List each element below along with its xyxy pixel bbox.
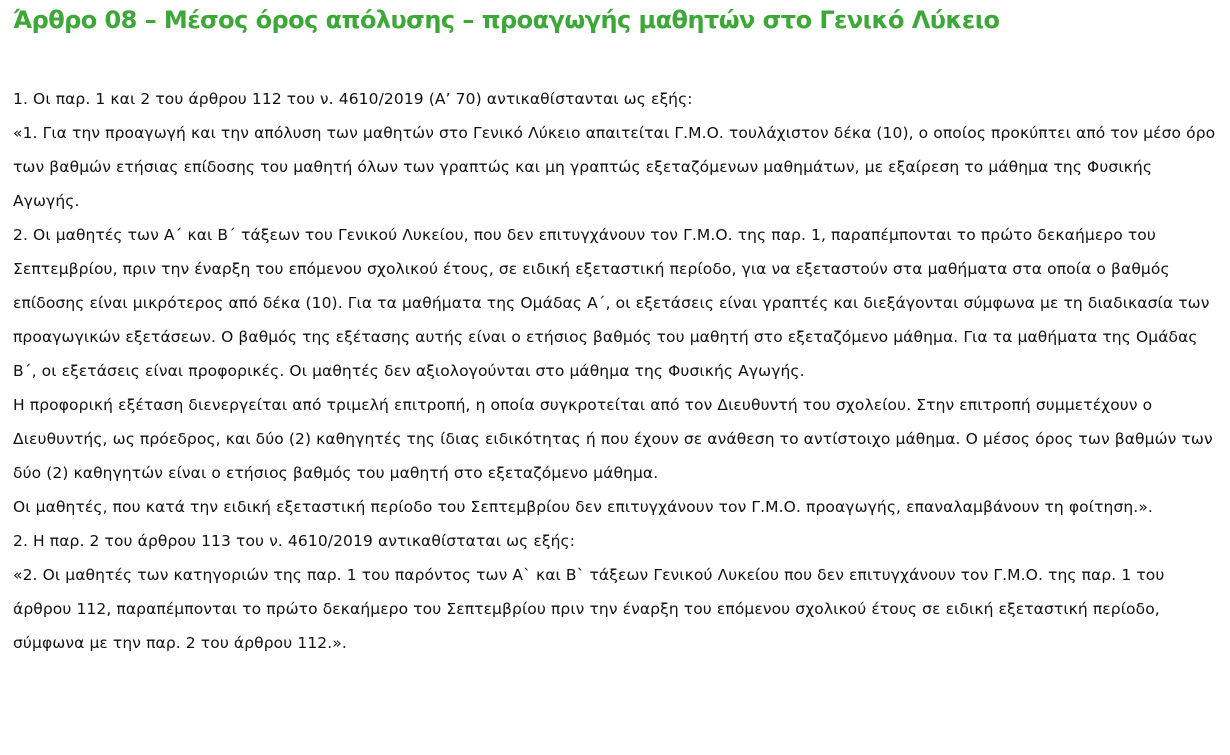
article-paragraph: 2. Η παρ. 2 του άρθρου 113 του ν. 4610/2019 αντικαθίσταται ως εξής:: [13, 532, 576, 550]
article-paragraph: 2. Οι μαθητές των Α΄ και Β΄ τάξεων του Γενικού Λυκείου, που δεν επιτυγχάνουν τον Γ.Μ.Ο. της παρ. 1, παραπέμπονται το πρώτο δεκαήμερο του Σεπτεμβρίου, πριν την έναρξη του επόμενου σχολικού έτους, σε ειδική εξεταστική περίοδο, για να εξεταστούν στα μαθήματα στα οποία ο βαθμός επίδοσης είναι μικρότερος από δέκα (10). Για τα μαθήματα της Ομάδας Α΄, οι εξετάσεις είναι γραπτές και διεξάγονται σύμφωνα με τη διαδικασία των προαγωγικών εξετάσεων. Ο βαθμός της εξέτασης αυτής είναι ο ετήσιος βαθμός του μαθητή στο εξεταζόμενο μάθημα. Για τα μαθήματα της Ομάδας Β΄, οι εξετάσεις είναι προφορικές. Οι μαθητές δεν αξιολογούνται στο μάθημα της Φυσικής Αγωγής.: [13, 226, 1210, 380]
article-title: Άρθρο 08 – Μέσος όρος απόλυσης – προαγωγής μαθητών στο Γενικό Λύκειο: [13, 6, 1000, 34]
article-paragraph: Η προφορική εξέταση διενεργείται από τριμελή επιτροπή, η οποία συγκροτείται από τον Διευθυντή του σχολείου. Στην επιτροπή συμμετέχουν ο Διευθυντής, ως πρόεδρος, και δύο (2) καθηγητές της ίδιας ειδικότητας ή που έχουν σε ανάθεση το αντίστοιχο μάθημα. Ο μέσος όρος των βαθμών των δύο (2) καθηγητών είναι ο ετήσιος βαθμός του μαθητή στο εξεταζόμενο μάθημα.: [13, 396, 1213, 482]
article-paragraph: Οι μαθητές, που κατά την ειδική εξεταστική περίοδο του Σεπτεμβρίου δεν επιτυγχάνουν τον Γ.Μ.Ο. προαγωγής, επαναλαμβάνουν τη φοίτηση.».: [13, 498, 1153, 516]
article-body: [13, 82, 1220, 660]
article-paragraph: 1. Οι παρ. 1 και 2 του άρθρου 112 του ν. 4610/2019 (Α’ 70) αντικαθίστανται ως εξής:: [13, 90, 693, 108]
article-paragraph: «2. Οι μαθητές των κατηγοριών της παρ. 1 του παρόντος των Α` και Β` τάξεων Γενικού Λυκείου που δεν επιτυγχάνουν τον Γ.Μ.Ο. της παρ. 1 του άρθρου 112, παραπέμπονται το πρώτο δεκαήμερο του Σεπτεμβρίου πριν την έναρξη του επόμενου σχολικού έτους σε ειδική εξεταστική περίοδο, σύμφωνα με την παρ. 2 του άρθρου 112.».: [13, 566, 1165, 652]
article-paragraph: «1. Για την προαγωγή και την απόλυση των μαθητών στο Γενικό Λύκειο απαιτείται Γ.Μ.Ο. τουλάχιστον δέκα (10), ο οποίος προκύπτει από τον μέσο όρο των βαθμών ετήσιας επίδοσης του μαθητή όλων των γραπτώς και μη γραπτώς εξεταζόμενων μαθημάτων, με εξαίρεση το μάθημα της Φυσικής Αγωγής.: [13, 124, 1216, 210]
